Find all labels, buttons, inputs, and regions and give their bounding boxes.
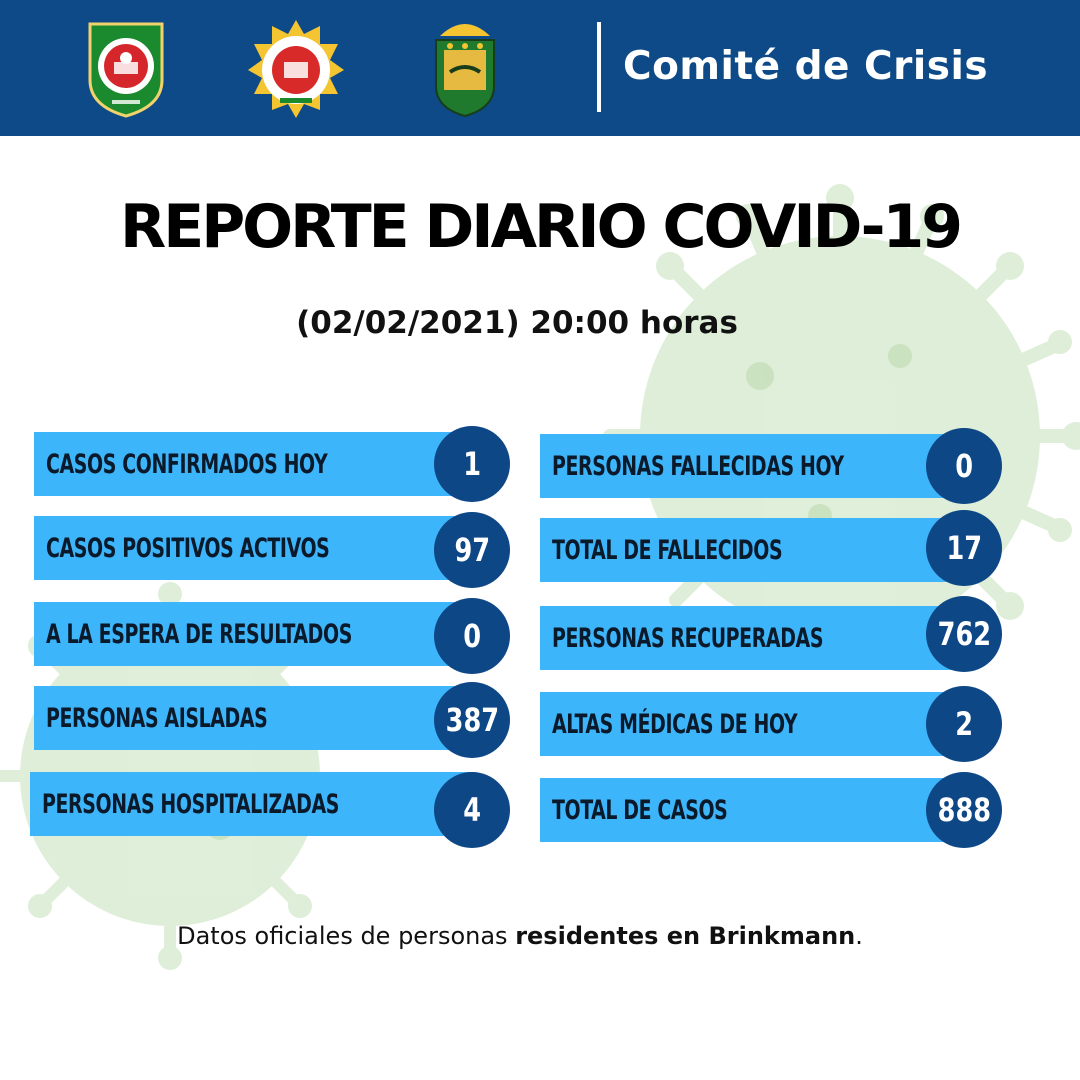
footer-prefix: Datos oficiales de personas bbox=[177, 922, 516, 950]
stat-label: TOTAL DE FALLECIDOS bbox=[552, 534, 783, 566]
stat-value: 17 bbox=[946, 529, 982, 567]
stat-label: PERSONAS HOSPITALIZADAS bbox=[42, 788, 340, 820]
stat-label: PERSONAS FALLECIDAS HOY bbox=[552, 450, 844, 482]
bomberos-logo bbox=[86, 18, 166, 118]
stat-bar bbox=[540, 692, 960, 756]
stat-circle bbox=[926, 428, 1002, 504]
policia-logo bbox=[248, 18, 344, 118]
stat-label: CASOS CONFIRMADOS HOY bbox=[46, 448, 328, 480]
stat-value: 97 bbox=[454, 531, 490, 569]
stat-bar bbox=[34, 686, 474, 750]
stat-value: 4 bbox=[463, 791, 481, 829]
stat-circle bbox=[926, 772, 1002, 848]
stat-bar bbox=[540, 778, 960, 842]
footer-suffix: . bbox=[855, 922, 863, 950]
stat-label: ALTAS MÉDICAS DE HOY bbox=[552, 708, 798, 740]
stat-label: A LA ESPERA DE RESULTADOS bbox=[46, 618, 352, 650]
stat-value: 0 bbox=[463, 617, 481, 655]
stat-bar bbox=[30, 772, 474, 836]
header-banner bbox=[0, 0, 1080, 136]
stat-label: TOTAL DE CASOS bbox=[552, 794, 728, 826]
stat-circle bbox=[434, 772, 510, 848]
stat-bar bbox=[540, 434, 960, 498]
stat-circle bbox=[434, 512, 510, 588]
stat-circle bbox=[434, 598, 510, 674]
stat-bar bbox=[540, 606, 960, 670]
stat-circle bbox=[926, 596, 1002, 672]
stat-circle bbox=[434, 682, 510, 758]
stat-bar bbox=[34, 432, 474, 496]
report-title: REPORTE DIARIO COVID-19 bbox=[120, 192, 960, 262]
stat-label: CASOS POSITIVOS ACTIVOS bbox=[46, 532, 330, 564]
stat-value: 387 bbox=[445, 701, 499, 739]
report-date: (02/02/2021) 20:00 horas bbox=[296, 305, 738, 341]
header-divider bbox=[597, 22, 601, 112]
stat-value: 0 bbox=[955, 447, 973, 485]
stat-bar bbox=[540, 518, 960, 582]
stat-label: PERSONAS RECUPERADAS bbox=[552, 622, 824, 654]
stat-value: 1 bbox=[463, 445, 481, 483]
stat-value: 2 bbox=[955, 705, 973, 743]
stat-bar bbox=[34, 516, 474, 580]
stat-circle bbox=[926, 510, 1002, 586]
stat-bar bbox=[34, 602, 474, 666]
header-title: Comité de Crisis bbox=[623, 44, 989, 89]
footer-note bbox=[0, 922, 1040, 950]
stat-value: 888 bbox=[937, 791, 991, 829]
footer-bold: residentes en Brinkmann bbox=[515, 922, 856, 950]
stat-circle bbox=[926, 686, 1002, 762]
stat-label: PERSONAS AISLADAS bbox=[46, 702, 268, 734]
stat-value: 762 bbox=[937, 615, 991, 653]
municipal-logo bbox=[430, 18, 500, 118]
stat-circle bbox=[434, 426, 510, 502]
